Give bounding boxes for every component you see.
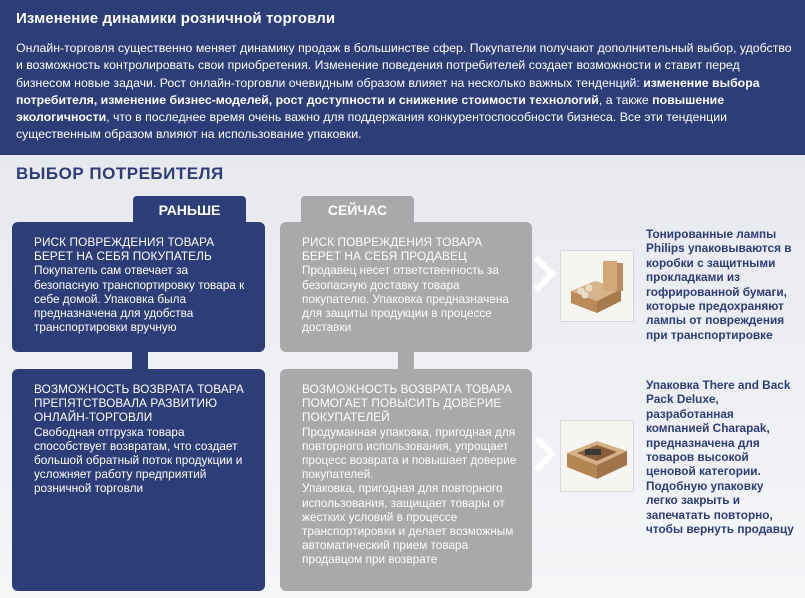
tab-now: СЕЙЧАС: [301, 196, 414, 224]
arrow-right-icon: [532, 435, 556, 473]
intro-panel: [0, 0, 805, 155]
box-before-damage-risk: [12, 222, 265, 352]
intro-text-part-2: , а также: [598, 92, 653, 107]
arrow-right-icon: [532, 255, 556, 293]
caption-there-and-back-pack: Упаковка There and Back Pack Deluxe, разработанная компанией Charapak, предназначена для товаров высокой ценовой категории. Подобную упаковку легко закрыть и запечатать повторно, чтобы вернуть продавцу: [646, 378, 794, 537]
box-text-paragraph-2: Упаковка, пригодная для повторного использования, защищает товары от жестких условий в процессе транспортировки и делает возможным автоматический прием товара продавцом при возврате: [302, 481, 514, 567]
intro-bold-ecology: повышение экологичности: [16, 92, 725, 125]
box-heading: ВОЗМОЖНОСТЬ ВОЗВРАТА ТОВАРА ПОМОГАЕТ ПОВЫСИТЬ ДОВЕРИЕ ПОКУПАТЕЛЕЙ: [302, 382, 512, 425]
box-text-paragraph-1: Продуманная упаковка, пригодная для повторного использования, упрощает процесс возврата и повышает доверие покупателей.: [302, 424, 517, 482]
box-heading: РИСК ПОВРЕЖДЕНИЯ ТОВАРА БЕРЕТ НА СЕБЯ ПРОДАВЕЦ: [302, 235, 483, 264]
intro-title: Изменение динамики розничной торговли: [16, 10, 336, 27]
intro-text: [16, 40, 796, 144]
box-heading: РИСК ПОВРЕЖДЕНИЯ ТОВАРА БЕРЕТ НА СЕБЯ ПОКУПАТЕЛЬ: [34, 235, 215, 264]
box-text: Свободная отгрузка товара способствует возвратам, что создает большой обратный поток продукции и усложняет работу предприятий розничной торговли: [34, 424, 243, 496]
column-connector-now: [398, 351, 414, 369]
intro-bold-trends: изменение выбора потребителя, изменение бизнес-моделей, рост доступности и снижение стоимости технологий: [16, 75, 760, 107]
intro-text-part-3: , что в последнее время очень важно для поддержания конкурентоспособности бизнеса. Все эти тенденции существенным образом влияют на использование упаковки.: [16, 110, 727, 142]
pack-box-photo: [560, 420, 634, 492]
box-heading: ВОЗМОЖНОСТЬ ВОЗВРАТА ТОВАРА ПРЕПЯТСТВОВАЛА РАЗВИТИЮ ОНЛАЙН-ТОРГОВЛИ: [34, 382, 244, 425]
box-now-returns: [280, 369, 532, 591]
section-title: ВЫБОР ПОТРЕБИТЕЛЯ: [16, 164, 224, 183]
box-before-returns: [12, 369, 265, 591]
box-text: Продавец несет ответственность за безопасную доставку товара покупателю. Упаковка предназначена для защиты продукции в процессе доставки: [302, 263, 509, 335]
intro-text-part-1: Онлайн-торговля существенно меняет динамику продаж в большинстве сфер. Покупатели получают дополнительный выбор, удобство и возможность контролировать свои приобретения. Изменение поведения потребителей создает возможности и ставит перед бизнесом новые задачи. Рост онлайн-торговли очевидным образом влияет на несколько важных тенденций:: [16, 41, 792, 90]
box-now-damage-risk: [280, 222, 532, 352]
box-text: Покупатель сам отвечает за безопасную транспортировку товара к себе домой. Упаковка была предназначена для удобства транспортировки вручную: [34, 263, 245, 335]
caption-philips-lamps: Тонированные лампы Philips упаковываются в коробки с защитными прокладками из гофрированной бумаги, которые предохраняют лампы от повреждения при транспортировке: [646, 227, 792, 342]
column-connector-before: [132, 351, 148, 369]
tab-before: РАНЬШЕ: [133, 196, 246, 224]
box-text: [302, 425, 518, 567]
lamp-box-photo: [560, 250, 634, 322]
